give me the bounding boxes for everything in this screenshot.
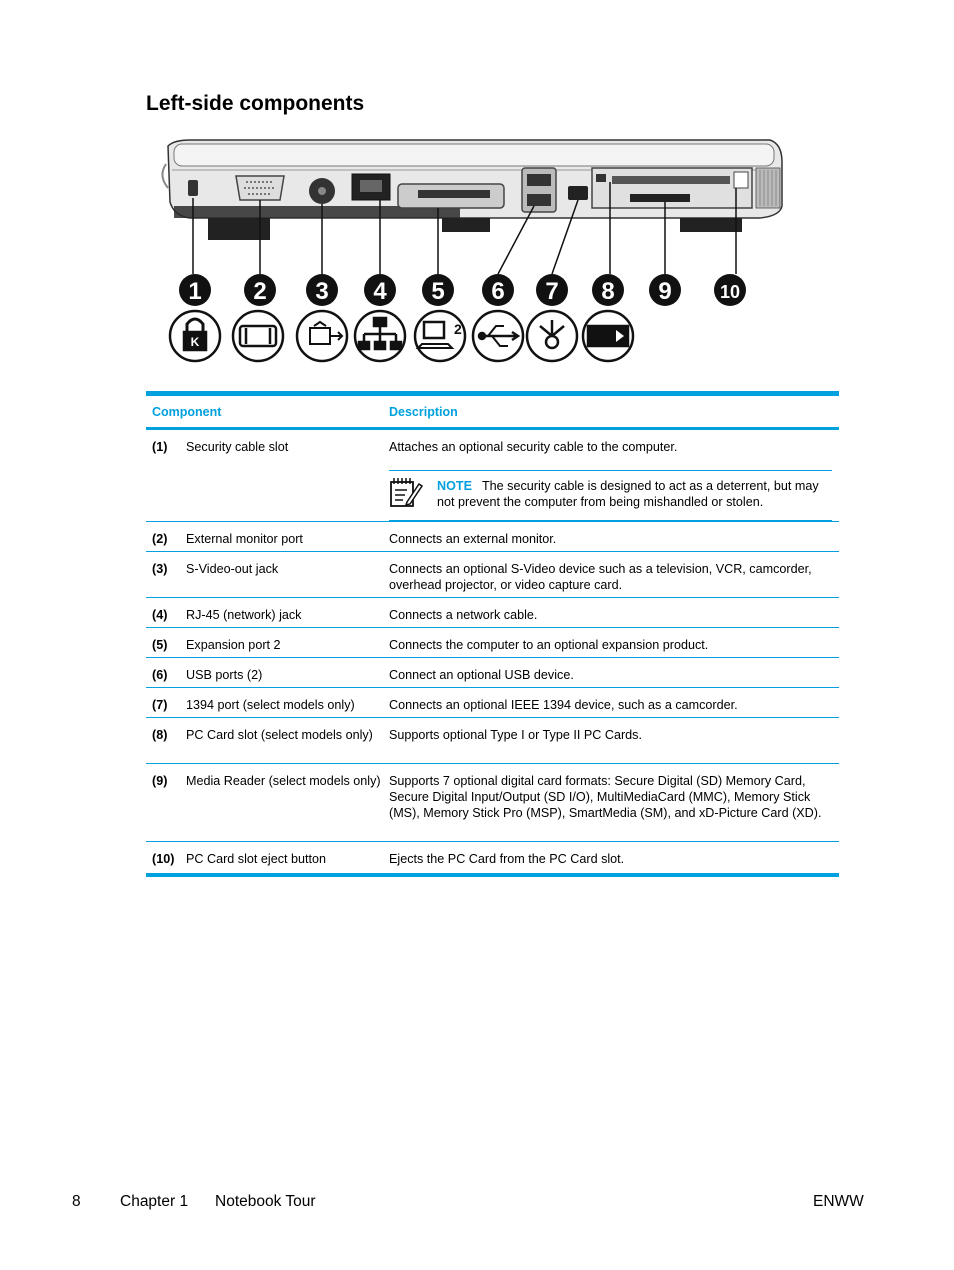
component-description: Connect an optional USB device. [389,668,574,682]
row-number: (8) [152,728,168,742]
component-name: Security cable slot [186,440,289,454]
table-header [146,396,839,427]
network-icon [355,311,405,361]
usb-icon [473,311,523,361]
callout-9 [649,274,681,306]
component-name: PC Card slot eject button [186,852,327,866]
note-label: NOTE [437,479,472,493]
s-video-out-jack [309,178,335,204]
component-description: Supports 7 optional digital card formats: Secure Digital (SD) Memory Card, Secure Digital Input/Output (SD I/O), MultiMediaCard (MMC), Memory Stick (MS), Memory Stick Pro (MSP), SmartMedia (SM), and xD-Picture Card (XD). [389,774,822,820]
security-cable-slot [188,180,198,196]
row-number: (10) [152,852,175,866]
header-description: Description [389,404,458,419]
component-name: RJ-45 (network) jack [186,608,302,622]
row-number: (6) [152,668,168,682]
component-name: USB ports (2) [186,668,263,682]
svg-text:2: 2 [253,278,267,305]
svg-text:10: 10 [719,282,741,302]
table-row [146,764,839,842]
component-name: 1394 port (select models only) [186,698,355,712]
row-number: (7) [152,698,168,712]
component-name: S-Video-out jack [186,562,279,576]
security-lock-icon [170,311,220,361]
svg-text:9: 9 [658,278,672,305]
callout-6 [482,274,514,306]
footer-section: Notebook Tour [215,1193,316,1210]
component-name: PC Card slot (select models only) [186,728,373,742]
component-description: Connects an optional S-Video device such as a television, VCR, camcorder, overhead projector, or video capture card. [389,562,812,592]
notebook-left-side-illustration [160,136,790,368]
svideo-icon [297,311,347,361]
components-table [146,391,839,877]
svg-text:K: K [190,335,200,349]
table-row [146,658,839,688]
svg-text:1: 1 [188,278,202,305]
header-component: Component [152,404,222,419]
pc-card-icon [583,311,633,361]
callout-7 [536,274,568,306]
table-row [146,522,839,552]
firewire-1394-icon [527,311,577,361]
callout-2 [244,274,276,306]
svg-text:3: 3 [315,278,329,305]
callout-1 [179,274,211,306]
svg-text:2: 2 [454,321,462,337]
note-text [437,476,832,512]
footer-doc-code: ENWW [813,1193,864,1210]
callout-10 [714,274,746,306]
row-number: (5) [152,638,168,652]
expansion-port-icon [415,311,465,361]
component-description: Connects the computer to an optional expansion product. [389,638,709,652]
expansion-port-2 [398,184,504,208]
table-row [146,842,839,873]
component-name: Media Reader (select models only) [186,774,381,788]
callout-4 [364,274,396,306]
svg-text:7: 7 [545,278,559,305]
callout-3 [306,274,338,306]
monitor-icon [233,311,283,361]
table-row [146,628,839,658]
note-box [389,470,832,521]
table-row [146,552,839,598]
port-1394 [568,186,588,200]
row-number: (4) [152,608,168,622]
component-description: Supports optional Type I or Type II PC Cards. [389,728,642,742]
row-number: (9) [152,774,168,788]
component-name: External monitor port [186,532,303,546]
svg-text:6: 6 [491,278,505,305]
footer-page-number: 8 [72,1193,81,1210]
component-description: Connects an optional IEEE 1394 device, such as a camcorder. [389,698,738,712]
description-text: Attaches an optional security cable to the computer. [389,440,678,454]
component-description: Connects an external monitor. [389,532,557,546]
component-description [389,430,839,521]
component-name: Expansion port 2 [186,638,281,652]
usb-ports [522,168,556,212]
component-description: Connects a network cable. [389,608,538,622]
note-pad-icon [389,476,437,512]
external-monitor-port [236,176,284,200]
component-description: Ejects the PC Card from the PC Card slot. [389,852,625,866]
note-body: The security cable is designed to act as a deterrent, but may not prevent the computer from being mishandled or stolen. [437,479,819,509]
svg-text:8: 8 [601,278,615,305]
table-row [146,718,839,764]
rj45-network-jack [352,174,390,200]
row-number: (1) [152,440,168,454]
table-row [146,688,839,718]
page-title: Left-side components [146,92,365,115]
row-number: (2) [152,532,168,546]
footer-chapter: Chapter 1 [120,1193,189,1210]
row-number: (3) [152,562,168,576]
table-bottom-rule [146,873,839,877]
svg-text:4: 4 [373,278,387,305]
callout-8 [592,274,624,306]
table-row [146,430,839,522]
table-row [146,598,839,628]
svg-text:5: 5 [431,278,445,305]
callout-5 [422,274,454,306]
pc-card-slot-and-media-reader [592,168,752,208]
